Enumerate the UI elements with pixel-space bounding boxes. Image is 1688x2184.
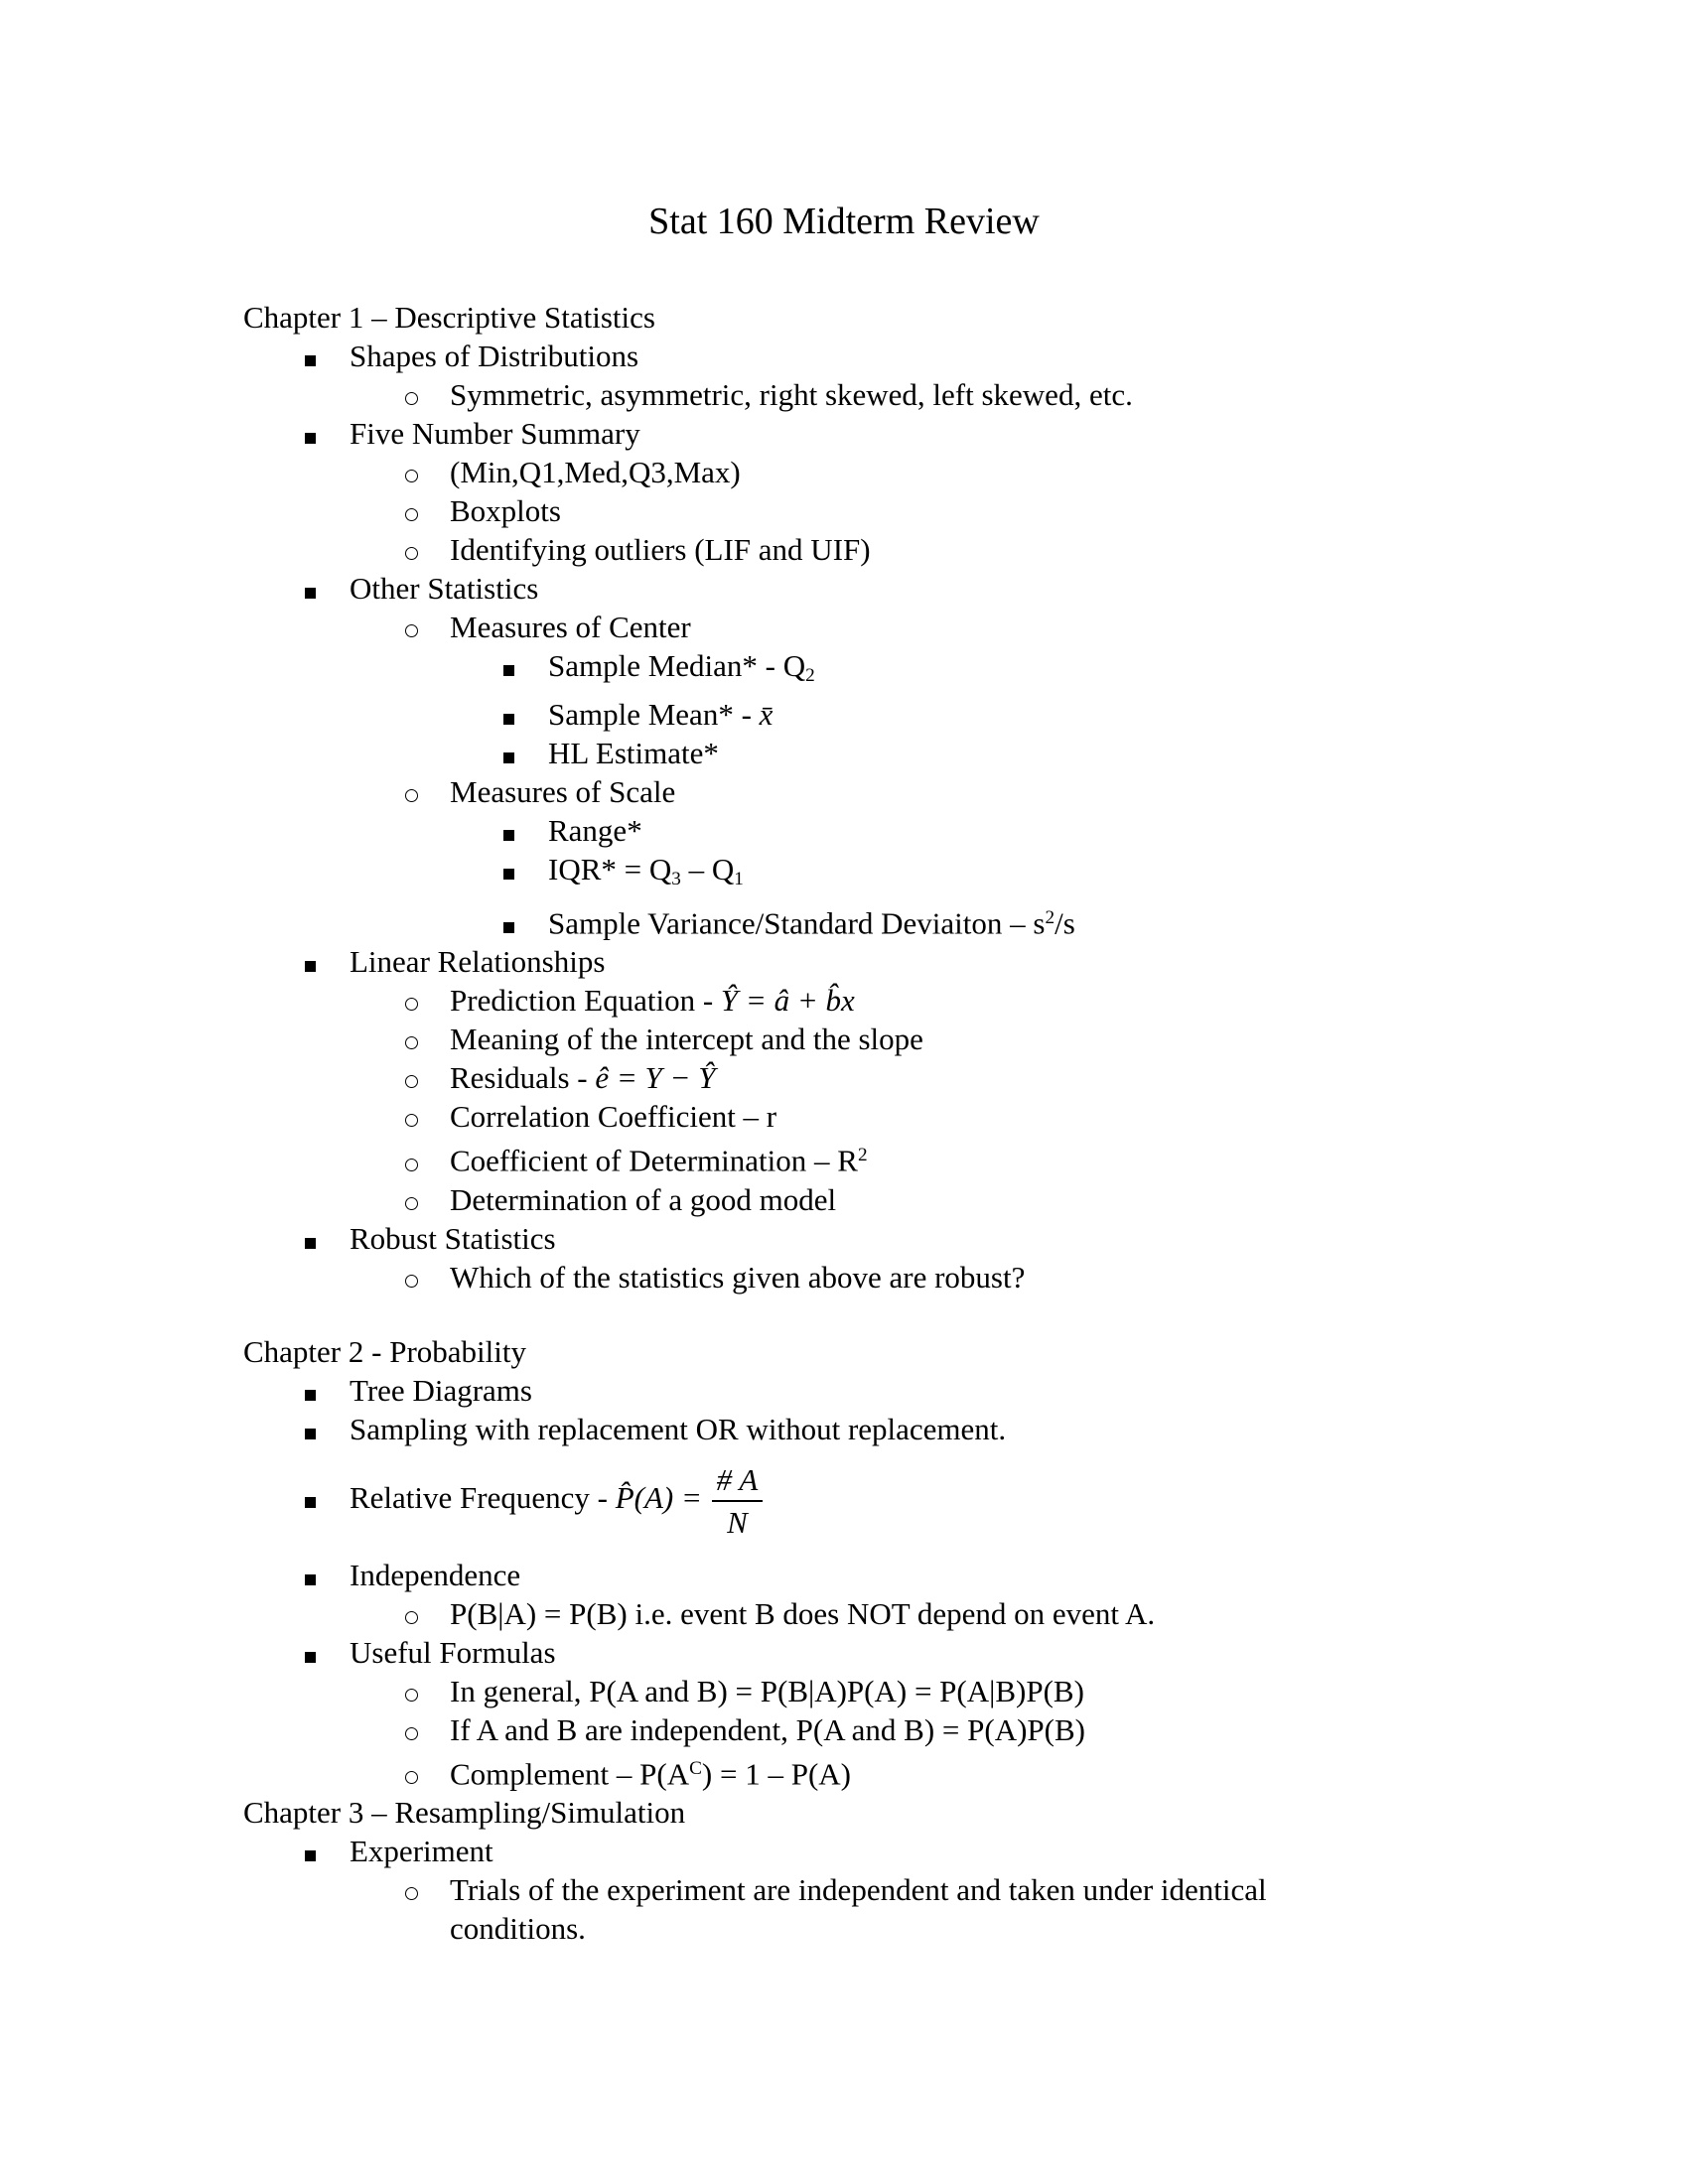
bullet-circle-icon — [405, 547, 418, 560]
page-title: Stat 160 Midterm Review — [648, 201, 1040, 242]
bullet-circle-icon — [405, 508, 418, 521]
text-run: IQR* = Q — [548, 851, 672, 887]
bullet-slot — [305, 1219, 350, 1258]
chapter-section — [243, 298, 1445, 1297]
bullet-slot — [503, 695, 548, 734]
bullet-circle-icon — [405, 998, 418, 1011]
text-run: Identifying outliers (LIF and UIF) — [450, 532, 871, 567]
item-text — [350, 942, 1445, 981]
list-item — [405, 1594, 1445, 1633]
text-run: Trials of the experiment are independent and taken under identical — [450, 1872, 1267, 1908]
item-text — [350, 1219, 1445, 1258]
list-item — [405, 1710, 1445, 1749]
item-text — [450, 1594, 1445, 1633]
bullet-slot — [503, 903, 548, 942]
superscript: C — [689, 1757, 702, 1779]
item-text — [450, 491, 1445, 530]
chapter-heading: Chapter 1 – Descriptive Statistics — [243, 300, 655, 335]
chapter-section — [243, 1793, 1445, 1948]
list-item — [305, 1556, 1445, 1594]
math-text: ê = Y − Ŷ — [595, 1060, 716, 1096]
document-content — [243, 298, 1445, 1948]
list-item — [405, 608, 1445, 646]
bullet-slot — [405, 453, 450, 491]
item-text — [350, 1633, 1445, 1672]
bullet-square-icon — [305, 1429, 316, 1439]
list-item — [503, 734, 1445, 772]
text-run: Tree Diagrams — [350, 1372, 532, 1408]
text-run: Meaning of the intercept and the slope — [450, 1022, 923, 1057]
list-item — [503, 695, 1445, 734]
bullet-square-icon — [503, 830, 514, 841]
item-text — [450, 1870, 1445, 1948]
text-run: Residuals - — [450, 1060, 596, 1096]
item-text — [450, 453, 1445, 491]
bullet-slot — [405, 1180, 450, 1219]
item-text — [350, 1556, 1445, 1594]
list-item — [305, 569, 1445, 608]
bullet-circle-icon — [405, 1159, 418, 1171]
subscript: 1 — [734, 868, 744, 889]
bullet-square-icon — [503, 665, 514, 676]
bullet-slot — [305, 1633, 350, 1672]
bullet-slot — [305, 569, 350, 608]
item-text — [450, 1672, 1445, 1710]
item-text — [350, 1371, 1445, 1410]
bullet-circle-icon — [405, 1887, 418, 1900]
text-run: In general, P(A and B) = P(B|A)P(A) = P(A|B)P(B) — [450, 1673, 1084, 1708]
item-text — [450, 1749, 1445, 1794]
bullet-slot — [405, 375, 450, 414]
list-item — [305, 337, 1445, 375]
text-run: Five Number Summary — [350, 416, 640, 451]
list-item — [405, 1749, 1445, 1794]
chapter-heading: Chapter 3 – Resampling/Simulation — [243, 1795, 686, 1831]
bullet-circle-icon — [405, 1036, 418, 1049]
list-item — [405, 981, 1445, 1020]
bullet-square-icon — [305, 961, 316, 972]
bullet-square-icon — [305, 1497, 316, 1508]
fraction-denominator: N — [727, 1504, 748, 1540]
superscript: 2 — [857, 1145, 868, 1166]
text-run: HL Estimate* — [548, 735, 719, 770]
bullet-circle-icon — [405, 1114, 418, 1127]
bullet-slot — [405, 608, 450, 646]
text-run: Measures of Scale — [450, 773, 676, 809]
bullet-square-icon — [305, 1238, 316, 1249]
text-run: conditions. — [450, 1911, 586, 1947]
text-run: Prediction Equation - — [450, 983, 721, 1019]
bullet-square-icon — [503, 869, 514, 880]
bullet-slot — [503, 646, 548, 685]
bullet-slot — [405, 1594, 450, 1633]
text-run: Other Statistics — [350, 571, 539, 606]
bullet-slot — [405, 772, 450, 811]
bullet-slot — [405, 491, 450, 530]
list-item — [405, 1058, 1445, 1097]
list-item — [405, 772, 1445, 811]
bullet-slot — [305, 337, 350, 375]
bullet-slot — [405, 1058, 450, 1097]
item-text — [450, 981, 1445, 1020]
item-text — [450, 1097, 1445, 1136]
bullet-square-icon — [305, 433, 316, 444]
bullet-slot — [405, 981, 450, 1020]
text-run: Sample Mean* - — [548, 696, 760, 732]
text-run: Range* — [548, 812, 642, 848]
item-text — [350, 1460, 1445, 1542]
list-item — [305, 1448, 1445, 1556]
item-text — [450, 375, 1445, 414]
text-run: Boxplots — [450, 493, 561, 528]
list-item — [405, 1870, 1445, 1948]
text-run: Sample Variance/Standard Deviaiton – s — [548, 905, 1046, 941]
item-text — [548, 850, 1445, 898]
item-text — [450, 1258, 1445, 1297]
text-run: Determination of a good model — [450, 1181, 837, 1217]
list-item — [405, 1020, 1445, 1058]
list-item — [503, 811, 1445, 850]
bullet-slot — [405, 1097, 450, 1136]
bullet-square-icon — [305, 1390, 316, 1401]
list-item — [405, 1258, 1445, 1297]
list-item — [405, 1136, 1445, 1180]
text-run: Measures of Center — [450, 610, 691, 644]
item-text — [450, 1710, 1445, 1749]
bullet-slot — [305, 942, 350, 981]
item-text — [350, 337, 1445, 375]
bullet-circle-icon — [405, 1611, 418, 1624]
bullet-circle-icon — [405, 470, 418, 482]
bullet-circle-icon — [405, 624, 418, 637]
bullet-slot — [405, 530, 450, 569]
item-text — [350, 569, 1445, 608]
bullet-square-icon — [305, 355, 316, 366]
bullet-slot — [405, 1020, 450, 1058]
text-run: If A and B are independent, P(A and B) = P(A)P(B) — [450, 1711, 1085, 1747]
list-item — [405, 453, 1445, 491]
bullet-slot — [405, 1870, 450, 1909]
text-run: Which of the statistics given above are robust? — [450, 1259, 1026, 1295]
list-item — [405, 1180, 1445, 1219]
math-text: P̂(A) = — [615, 1479, 710, 1515]
list-item — [405, 491, 1445, 530]
item-text — [350, 414, 1445, 453]
item-text — [450, 608, 1445, 646]
bullet-slot — [503, 850, 548, 888]
text-run: Correlation Coefficient – r — [450, 1099, 777, 1135]
bullet-square-icon — [503, 752, 514, 763]
bullet-slot — [405, 1754, 450, 1793]
chapter-section — [243, 1332, 1445, 1794]
fraction — [712, 1460, 764, 1542]
item-text — [450, 772, 1445, 811]
bullet-slot — [405, 1142, 450, 1180]
item-text — [450, 1180, 1445, 1219]
bullet-circle-icon — [405, 1689, 418, 1702]
bullet-circle-icon — [405, 1727, 418, 1740]
math-text: Ŷ = â + b̂x — [720, 983, 855, 1019]
list-item — [503, 898, 1445, 943]
text-run: – Q — [680, 851, 735, 887]
text-run: /s — [1055, 905, 1075, 941]
bullet-circle-icon — [405, 1275, 418, 1288]
bullet-slot — [503, 734, 548, 772]
bullet-circle-icon — [405, 392, 418, 405]
bullet-slot — [305, 1410, 350, 1448]
text-run: Robust Statistics — [350, 1220, 556, 1256]
text-run: Linear Relationships — [350, 944, 606, 980]
item-text — [548, 734, 1445, 772]
item-text — [548, 695, 1445, 734]
math-text: x̄ — [759, 696, 774, 732]
bullet-slot — [305, 414, 350, 453]
text-run: Independence — [350, 1557, 521, 1592]
bullet-square-icon — [305, 1574, 316, 1585]
text-run: Useful Formulas — [350, 1634, 556, 1670]
bullet-circle-icon — [405, 1075, 418, 1088]
item-text — [450, 1020, 1445, 1058]
chapter-heading: Chapter 2 - Probability — [243, 1333, 526, 1369]
bullet-slot — [405, 1710, 450, 1749]
text-run: ) = 1 – P(A) — [701, 1756, 852, 1792]
bullet-circle-icon — [405, 789, 418, 802]
text-run: Relative Frequency - — [350, 1479, 616, 1515]
text-run: Experiment — [350, 1834, 493, 1869]
text-run: Symmetric, asymmetric, right skewed, left skewed, etc. — [450, 377, 1133, 412]
text-run: Shapes of Distributions — [350, 339, 639, 373]
list-item — [405, 375, 1445, 414]
list-item — [405, 1097, 1445, 1136]
item-text — [350, 1832, 1445, 1870]
item-text — [548, 811, 1445, 850]
list-item — [503, 850, 1445, 898]
bullet-slot — [305, 1371, 350, 1410]
list-item — [305, 1633, 1445, 1672]
text-run: P(B|A) = P(B) i.e. event B does NOT depend on event A. — [450, 1595, 1156, 1631]
bullet-circle-icon — [405, 1197, 418, 1210]
list-item — [405, 1672, 1445, 1710]
item-text — [548, 898, 1445, 943]
list-item — [305, 1832, 1445, 1870]
superscript: 2 — [1045, 906, 1055, 928]
text-run: Sample Median* - Q — [548, 648, 806, 683]
text-run: Coefficient of Determination – R — [450, 1143, 858, 1178]
bullet-circle-icon — [405, 1771, 418, 1784]
list-item — [305, 414, 1445, 453]
item-text — [450, 530, 1445, 569]
fraction-numerator: # A — [712, 1460, 764, 1502]
item-text — [350, 1410, 1445, 1448]
text-run: (Min,Q1,Med,Q3,Max) — [450, 455, 741, 489]
subscript: 2 — [805, 664, 815, 686]
item-text — [548, 646, 1445, 695]
bullet-slot — [503, 811, 548, 850]
item-text — [450, 1136, 1445, 1180]
list-item — [305, 942, 1445, 981]
list-item — [405, 530, 1445, 569]
list-item — [305, 1371, 1445, 1410]
subscript: 3 — [671, 868, 681, 889]
item-text — [450, 1058, 1445, 1097]
bullet-square-icon — [305, 588, 316, 599]
list-item — [305, 1410, 1445, 1448]
bullet-square-icon — [503, 714, 514, 725]
bullet-slot — [305, 1478, 350, 1517]
bullet-square-icon — [503, 922, 514, 933]
bullet-square-icon — [305, 1652, 316, 1663]
list-item — [503, 646, 1445, 695]
bullet-square-icon — [305, 1850, 316, 1861]
bullet-slot — [405, 1258, 450, 1297]
bullet-slot — [405, 1672, 450, 1710]
bullet-slot — [305, 1556, 350, 1594]
bullet-slot — [305, 1832, 350, 1870]
text-run: Sampling with replacement OR without replacement. — [350, 1411, 1007, 1446]
text-run: Complement – P(A — [450, 1756, 690, 1792]
list-item — [305, 1219, 1445, 1258]
